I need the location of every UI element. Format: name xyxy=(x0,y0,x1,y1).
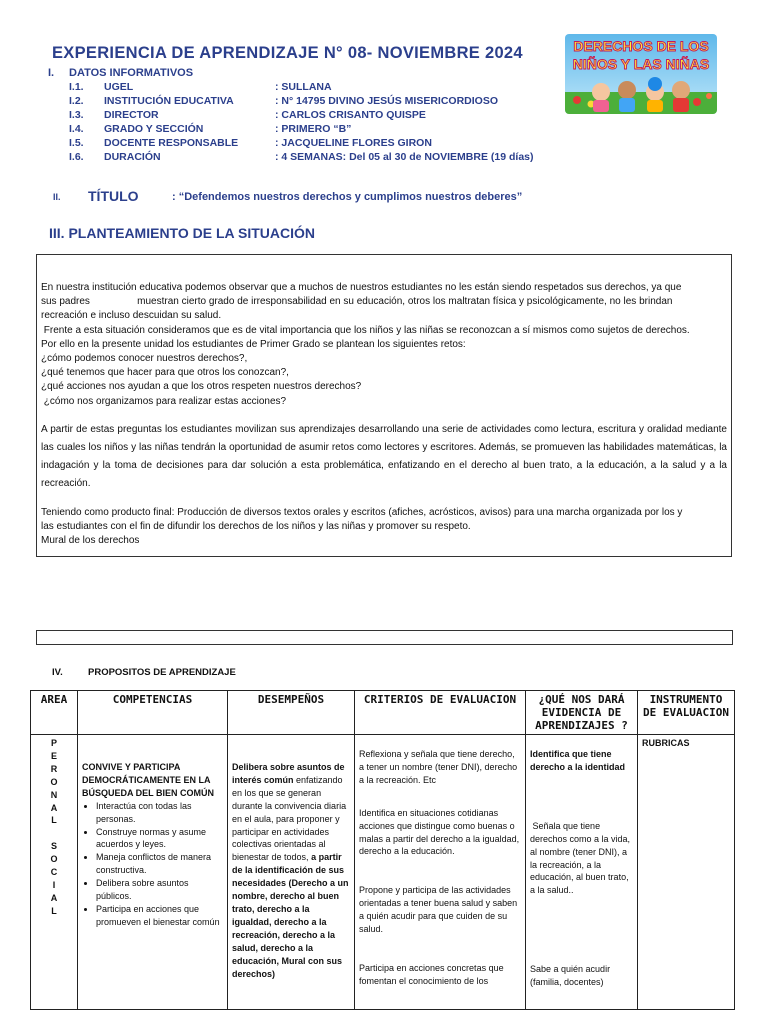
header-evidencia: ¿QUÉ NOS DARÁ EVIDENCIA DE APRENDIZAJES ? xyxy=(526,691,638,735)
section-number-1: I. xyxy=(48,67,55,79)
section-title-propositos: PROPOSITOS DE APRENDIZAJE xyxy=(88,667,236,678)
row-number: I.4. xyxy=(69,123,84,135)
row-label: INSTITUCIÓN EDUCATIVA xyxy=(104,95,234,107)
banner-text-2: NIÑOS Y LAS NIÑAS xyxy=(572,56,710,72)
row-number: I.5. xyxy=(69,137,84,149)
datos-list xyxy=(0,80,768,164)
datos-row xyxy=(0,108,768,122)
section-title-titulo: TÍTULO xyxy=(88,188,139,204)
situation-line: Teniendo como producto final: Producción de diversos textos orales y escritos (afiches, acrósticos, avisos) para una marcha organizada por los y xyxy=(41,506,683,518)
row-number: I.2. xyxy=(69,95,84,107)
datos-row xyxy=(0,80,768,94)
titulo-value: : “Defendemos nuestros derechos y cumplimos nuestros deberes” xyxy=(172,191,523,203)
section-title-planteamiento: III. PLANTEAMIENTO DE LA SITUACIÓN xyxy=(49,225,316,241)
section-number-4: IV. xyxy=(52,667,63,678)
row-value: : N° 14795 DIVINO JESÚS MISERICORDIOSO xyxy=(275,95,499,107)
empty-box xyxy=(36,630,733,645)
header-desempenos: DESEMPEÑOS xyxy=(228,691,355,735)
situation-line: ¿cómo nos organizamos para realizar estas acciones? xyxy=(41,395,287,407)
situation-line: ¿qué tenemos que hacer para que otros los conozcan?, xyxy=(41,367,289,379)
criterio-item: Identifica en situaciones cotidianas acciones que distingue como buenas o malas a partir del derecho a la igualdad, derecho a la educación. xyxy=(359,807,520,857)
row-value: : PRIMERO “B” xyxy=(275,123,352,135)
situation-line: sus padres muestran cierto grado de irresponsabilidad en su educación, otros los maltratan física y psicológicamente, no les brindan xyxy=(41,296,673,308)
instrumento-value: RUBRICAS xyxy=(642,738,690,748)
competencia-title: CONVIVE Y PARTICIPA DEMOCRÁTICAMENTE EN LA BÚSQUEDA DEL BIEN COMÚN xyxy=(82,762,215,798)
header-competencias: COMPETENCIAS xyxy=(78,691,228,735)
row-label: GRADO Y SECCIÓN xyxy=(104,123,204,135)
list-item: • Maneja conflictos de manera constructiva. xyxy=(96,851,223,877)
situation-line: recreación e incluso descuidan su salud. xyxy=(41,310,222,322)
desempeno-text: Delibera sobre asuntos de interés común enfatizando en los que se generan durante la convivencia diaria en el aula, para proponer y participar en actividades colectivas orientadas al bienestar de todos, a partir de la identificación de sus necesidades (Derecho a un nombre, derecho al buen trato, derecho a la igualdad, derecho a la recreación, derecho a la salud, derecho a la educación, Mural con sus derechos) xyxy=(232,762,349,979)
situation-line: Mural de los derechos xyxy=(41,535,140,547)
list-item: • Construye normas y asume acuerdos y leyes. xyxy=(96,826,223,852)
evidencia-item: Identifica que tiene derecho a la identidad xyxy=(530,749,626,772)
situation-line: Frente a esta situación consideramos que es de vital importancia que los niños y las niñas se reconozcan a sí mismos como sujetos de derechos. xyxy=(41,324,690,336)
banner-text-1: DERECHOS DE LOS xyxy=(573,38,709,54)
criterio-item: Participa en acciones concretas que fomentan el conocimiento de los xyxy=(359,962,504,986)
header-instrumento: INSTRUMENTO DE EVALUACION xyxy=(638,691,735,735)
situation-line: las estudiantes con el fin de difundir los derechos de los niños y las niñas y promover su respeto. xyxy=(41,520,471,532)
situation-paragraph: A partir de estas preguntas los estudiantes movilizan sus aprendizajes desarrollando una serie de actividades como lectura, escritura y oralidad mediante las cuales los niños y las niñas tendrán la oportunidad de asumir retos como lectores y escritores. Además, se promueven las habilidades matemáticas, la indagación y la toma de decisiones para dar solución a esta problemática, enfatizando en el derecho al buen trato, a la educación, a la salud y a la recreación. xyxy=(41,423,727,490)
criterio-item: Reflexiona y señala que tiene derecho, a tener un nombre (tener DNI), derecho a la recreación. Etc xyxy=(359,749,518,785)
row-value: : CARLOS CRISANTO QUISPE xyxy=(275,109,426,121)
situation-line: ¿qué acciones nos ayudan a que los otros respeten nuestros derechos? xyxy=(41,381,362,393)
situation-line: ¿cómo podemos conocer nuestros derechos?, xyxy=(41,353,248,365)
list-item: • Interactúa con todas las personas. xyxy=(96,800,223,826)
section-title-datos: DATOS INFORMATIVOS xyxy=(69,67,194,79)
criterio-item: Propone y participa de las actividades orientadas a tener buena salud y saben a quién acudir para que cuiden de su salud. xyxy=(359,885,518,935)
evidencia-cell xyxy=(526,735,638,1010)
evidencia-item: Señala que tiene derechos como a la vida, al nombre (tener DNI), a la recreación, a la educación, al buen trato, a la salud.. xyxy=(530,820,633,896)
table-row xyxy=(31,735,735,1010)
competencias-cell xyxy=(78,735,228,1010)
row-value: : JACQUELINE FLORES GIRON xyxy=(275,137,432,149)
table-header-row xyxy=(31,691,735,735)
evidencia-item: Sabe a quién acudir (familia, docentes) xyxy=(530,964,611,988)
list-item: • Participa en acciones que promueven el bienestar común xyxy=(96,903,223,929)
row-label: UGEL xyxy=(104,81,134,93)
area-cell: P E R O N A L S O C I A L xyxy=(31,735,78,1010)
situation-line: Por ello en la presente unidad los estudiantes de Primer Grado se plantean los siguientes retos: xyxy=(41,338,466,350)
row-number: I.3. xyxy=(69,109,84,121)
propositos-table xyxy=(30,690,735,1010)
header-criterios: CRITERIOS DE EVALUACION xyxy=(355,691,526,735)
competencia-list xyxy=(82,800,223,929)
section-number-2: II. xyxy=(53,192,61,202)
datos-row xyxy=(0,94,768,108)
criterios-cell xyxy=(355,735,526,1010)
row-label: DIRECTOR xyxy=(104,109,159,121)
row-number: I.1. xyxy=(69,81,84,93)
row-value: : 4 SEMANAS: Del 05 al 30 de NOVIEMBRE (19 días) xyxy=(275,151,534,163)
situation-line: En nuestra institución educativa podemos observar que a muchos de nuestros estudiantes no les están siendo respetados sus derechos, ya que xyxy=(41,282,682,293)
instrumento-cell xyxy=(638,735,735,1010)
desempenos-cell xyxy=(228,735,355,1010)
row-number: I.6. xyxy=(69,151,84,163)
datos-row xyxy=(0,136,768,150)
list-item: • Delibera sobre asuntos públicos. xyxy=(96,877,223,903)
row-label: DOCENTE RESPONSABLE xyxy=(104,137,239,149)
header-area: AREA xyxy=(31,691,78,735)
datos-row xyxy=(0,150,768,164)
row-value: : SULLANA xyxy=(275,81,332,93)
row-label: DURACIÓN xyxy=(104,151,161,163)
situation-box xyxy=(36,254,732,557)
page-title: EXPERIENCIA DE APRENDIZAJE N° 08- NOVIEMBRE 2024 xyxy=(52,44,523,62)
datos-row xyxy=(0,122,768,136)
situation-text xyxy=(41,281,727,548)
